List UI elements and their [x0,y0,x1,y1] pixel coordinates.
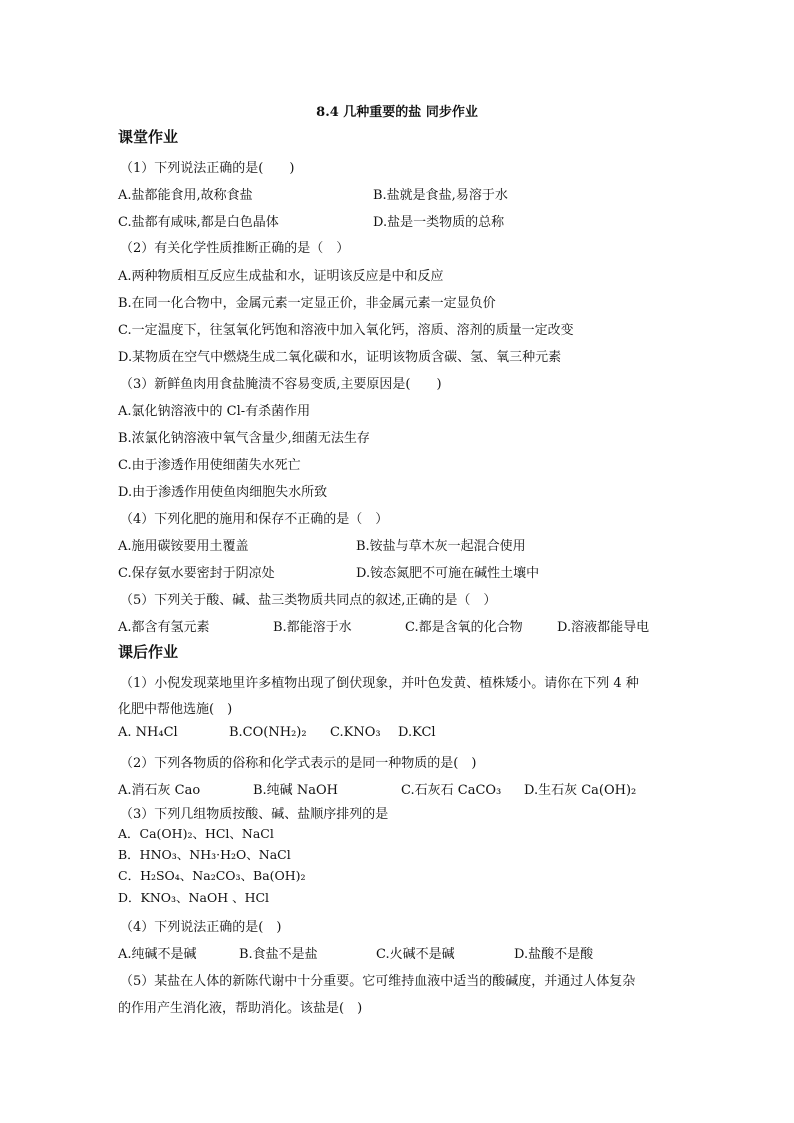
option-a: A.两种物质相互反应生成盐和水，证明该反应是中和反应 [118,269,444,284]
question-stem: （3）新鲜鱼肉用食盐腌渍不容易变质,主要原因是( ) [120,377,442,392]
option-d: D.盐是一类物质的总称 [373,215,505,230]
option-a: A.消石灰 Cao [118,783,201,798]
option-c: C.KNO₃ [330,725,381,740]
section-heading-class-work: 课堂作业 [118,128,179,146]
option-b: B.纯碱 NaOH [253,783,338,798]
option-c: C.保存氨水要密封于阴凉处 [118,566,275,581]
option-d: D.KCl [398,725,436,740]
question-stem: （5）下列关于酸、碱、盐三类物质共同点的叙述,正确的是（ ） [120,593,497,608]
option-c: C．H₂SO₄、Na₂CO₃、Ba(OH)₂ [118,868,306,883]
option-a: A.氯化钠溶液中的 Cl-有杀菌作用 [118,404,311,419]
option-row [118,779,678,799]
option-c: C.由于渗透作用使细菌失水死亡 [118,458,301,473]
question-stem: （1）小倪发现菜地里许多植物出现了倒伏现象，并叶色发黄、植株矮小。请你在下列 4 种 [120,676,639,691]
option-c: C.一定温度下，往氢氧化钙饱和溶液中加入氧化钙，溶质、溶剂的质量一定改变 [118,323,574,338]
option-d: D.某物质在空气中燃烧生成二氧化碳和水，证明该物质含碳、氢、氧三种元素 [118,350,562,365]
option-b: B.浓氯化钠溶液中氧气含量少,细菌无法生存 [118,431,370,446]
option-a: A.盐都能食用,故称食盐 [118,188,253,203]
option-d: D.生石灰 Ca(OH)₂ [524,783,637,798]
option-b: B.在同一化合物中，金属元素一定显正价，非金属元素一定显负价 [118,296,496,311]
option-row [118,535,678,555]
option-row [118,562,678,582]
option-b: B.食盐不是盐 [239,947,318,962]
option-a: A．Ca(OH)₂、HCl、NaCl [118,826,274,841]
option-b: B.盐就是食盐,易溶于水 [373,188,508,203]
option-b: B.铵盐与草木灰一起混合使用 [356,539,526,554]
option-a: A.施用碳铵要用土覆盖 [118,539,249,554]
option-b: B.都能溶于水 [273,620,352,635]
option-row [118,943,678,963]
option-d: D.铵态氮肥不可施在碱性土壤中 [356,566,540,581]
option-b: B.CO(NH₂)₂ [229,725,307,740]
option-row [118,725,678,745]
section-heading-home-work: 课后作业 [118,643,179,661]
option-c: C.都是含氧的化合物 [405,620,523,635]
option-d: D．KNO₃、NaOH 、HCl [118,890,270,905]
question-stem-continued: 化肥中帮他选施( ) [118,702,233,717]
question-stem: （1）下列说法正确的是( ) [120,161,295,176]
option-row [118,184,678,204]
option-a: A. NH₄Cl [118,725,178,740]
option-a: A.都含有氢元素 [118,620,210,635]
page-title: 8.4 几种重要的盐 同步作业 [316,105,478,120]
option-c: C.石灰石 CaCO₃ [401,783,502,798]
question-stem: （2）有关化学性质推断正确的是（ ） [120,241,350,256]
question-stem: （3）下列几组物质按酸、碱、盐顺序排列的是 [120,807,389,822]
question-stem: （4）下列化肥的施用和保存不正确的是（ ） [120,512,389,527]
question-stem: （2）下列各物质的俗称和化学式表示的是同一种物质的是( ) [120,756,477,771]
option-d: D.由于渗透作用使鱼肉细胞失水所致 [118,485,328,500]
option-d: D.溶液都能导电 [557,620,650,635]
option-a: A.纯碱不是碱 [118,947,197,962]
option-row [118,616,678,636]
option-c: C.火碱不是碱 [376,947,455,962]
question-stem: （4）下列说法正确的是( ) [120,920,282,935]
option-d: D.盐酸不是酸 [514,947,594,962]
option-b: B．HNO₃、NH₃·H₂O、NaCl [118,847,291,862]
option-c: C.盐都有咸味,都是白色晶体 [118,215,279,230]
question-stem: （5）某盐在人体的新陈代谢中十分重要。它可维持血液中适当的酸碱度，并通过人体复杂 [120,974,636,989]
option-row [118,211,678,231]
question-stem-continued: 的作用产生消化液，帮助消化。该盐是( ) [118,1001,363,1016]
